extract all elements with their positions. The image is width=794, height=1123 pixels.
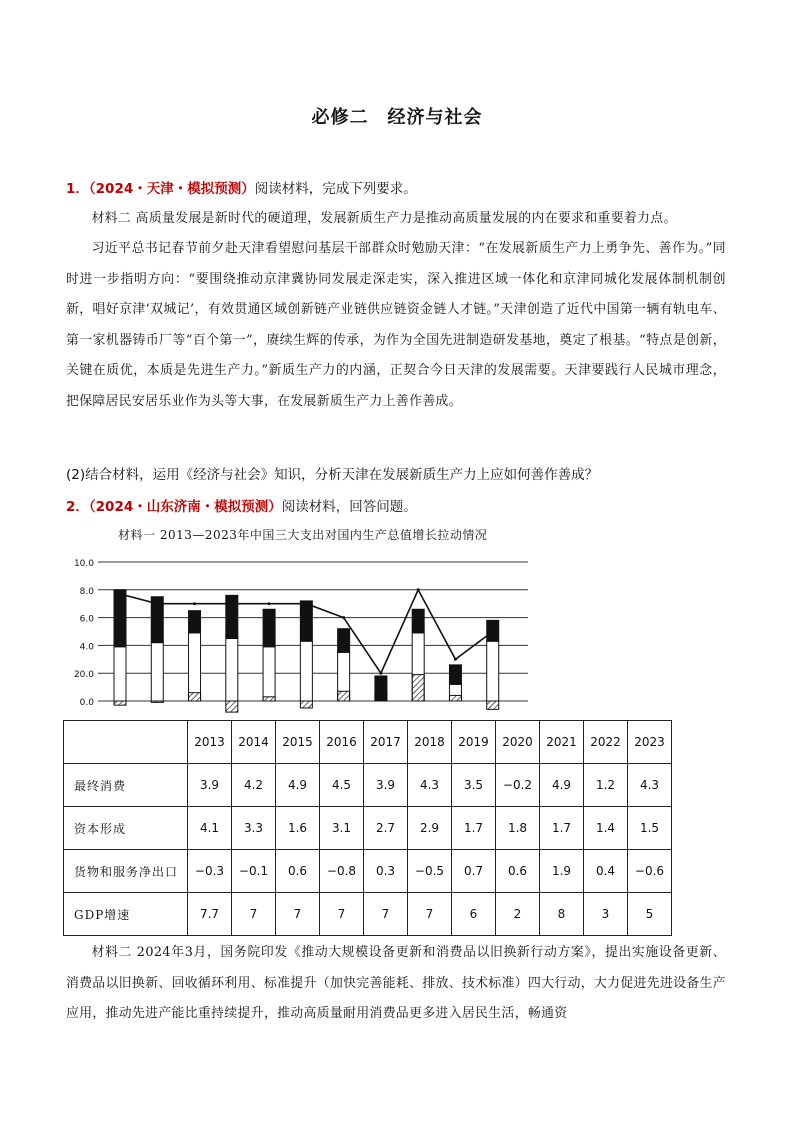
- table-row: [64, 850, 672, 893]
- table-cell: 3.3: [232, 807, 276, 850]
- bar-capital-formation: [114, 590, 126, 647]
- gdp-growth-point: [119, 592, 122, 595]
- year-header: 2014: [232, 721, 276, 764]
- row-label: 货物和服务净出口: [64, 850, 188, 893]
- gdp-growth-point: [342, 616, 345, 619]
- table-cell: 1.9: [540, 850, 584, 893]
- table-cell: −0.6: [628, 850, 672, 893]
- gdp-growth-point: [193, 602, 196, 605]
- year-header: 2019: [452, 721, 496, 764]
- table-cell: 3.9: [188, 764, 232, 807]
- bar-net-export: [487, 701, 499, 709]
- table-cell: 7: [408, 893, 452, 936]
- table-cell: 1.4: [584, 807, 628, 850]
- table-cell: 7.7: [188, 893, 232, 936]
- bar-capital-formation: [338, 629, 350, 653]
- table-cell: −0.8: [320, 850, 364, 893]
- bar-net-export: [375, 693, 387, 701]
- question-instruction: 阅读材料，回答问题。: [281, 499, 417, 515]
- table-cell: 1.7: [452, 807, 496, 850]
- gdp-contribution-chart: [66, 548, 536, 718]
- table-cell: 1.2: [584, 764, 628, 807]
- row-label: 资本形成: [64, 807, 188, 850]
- table-cell: 0.4: [584, 850, 628, 893]
- gdp-growth-point: [230, 602, 233, 605]
- table-cell: 5: [628, 893, 672, 936]
- question-1-header: [66, 177, 417, 197]
- bar-net-export: [300, 701, 312, 708]
- table-cell: 3: [584, 893, 628, 936]
- table-row: [64, 764, 672, 807]
- table-cell: 3.5: [452, 764, 496, 807]
- table-cell: 3.9: [364, 764, 408, 807]
- y-tick-label: 4.0: [79, 642, 94, 653]
- row-label: 最终消费: [64, 764, 188, 807]
- table-cell: 0.6: [276, 850, 320, 893]
- table-cell: 1.5: [628, 807, 672, 850]
- bar-final-consumption: [189, 633, 201, 701]
- table-cell: −0.1: [232, 850, 276, 893]
- gdp-growth-point: [417, 588, 420, 591]
- question-number: 2．: [66, 499, 89, 515]
- gdp-growth-point: [268, 602, 271, 605]
- bar-final-consumption: [114, 647, 126, 701]
- question-source: （2024・山东济南・模拟预测）: [88, 499, 282, 515]
- bar-net-export: [151, 701, 163, 702]
- table-cell: 4.3: [408, 764, 452, 807]
- table-cell: 1.7: [540, 807, 584, 850]
- table-cell: −0.2: [496, 764, 540, 807]
- page-title: 必修二 经济与社会: [311, 107, 483, 128]
- table-cell: 1.8: [496, 807, 540, 850]
- year-header: 2022: [584, 721, 628, 764]
- gdp-growth-point: [305, 602, 308, 605]
- bar-capital-formation: [226, 595, 238, 638]
- bar-final-consumption: [487, 641, 499, 701]
- row-label: GDP增速: [64, 893, 188, 936]
- gdp-growth-point: [454, 658, 457, 661]
- question-instruction: 阅读材料，完成下列要求。: [254, 181, 417, 197]
- year-header: 2013: [188, 721, 232, 764]
- table-cell: −0.3: [188, 850, 232, 893]
- table-row: [64, 893, 672, 936]
- bar-net-export: [226, 701, 238, 712]
- bar-capital-formation: [449, 665, 461, 684]
- bar-net-export: [412, 675, 424, 701]
- table-cell: 6: [452, 893, 496, 936]
- bar-final-consumption: [300, 641, 312, 701]
- y-tick-label: 8.0: [79, 586, 94, 597]
- bar-net-export: [449, 695, 461, 701]
- year-header: 2023: [628, 721, 672, 764]
- bar-capital-formation: [189, 611, 201, 633]
- table-cell: 0.3: [364, 850, 408, 893]
- bar-capital-formation: [300, 601, 312, 641]
- bar-net-export: [263, 697, 275, 701]
- question-2-header: [66, 495, 417, 515]
- bar-final-consumption: [263, 647, 275, 701]
- bar-net-export: [338, 691, 350, 701]
- year-header: 2016: [320, 721, 364, 764]
- material-2-paragraph: 材料二 2024年3月，国务院印发《推动大规模设备更新和消费品以旧换新行动方案》，提出实施设备更新、消费品以旧换新、回收循环利用、标准提升（加快完善能耗、排放、技术标准）四大行动，大力促进先进设备生产应用，推动先进产能比重持续提升，推动高质量耐用消费品更多进入居民生活，畅通资: [66, 945, 726, 1022]
- y-tick-label: 10.0: [73, 559, 94, 569]
- table-cell: 2: [496, 893, 540, 936]
- table-header-row: [64, 721, 672, 764]
- table-cell: 4.2: [232, 764, 276, 807]
- year-header: 2017: [364, 721, 408, 764]
- table-cell: 7: [232, 893, 276, 936]
- table-cell: 4.9: [540, 764, 584, 807]
- sub-question-2: (2)结合材料，运用《经济与社会》知识，分析天津在发展新质生产力上应如何善作善成？: [66, 467, 599, 483]
- bar-capital-formation: [412, 609, 424, 633]
- table-cell: −0.5: [408, 850, 452, 893]
- gdp-growth-point: [379, 672, 382, 675]
- material-paragraph-1: 材料二 高质量发展是新时代的硬道理，发展新质生产力是推动高质量发展的内在要求和重要着力点。: [91, 211, 677, 226]
- y-tick-label: 20.0: [73, 670, 94, 681]
- table-cell: 1.6: [276, 807, 320, 850]
- y-tick-label: 0.0: [79, 698, 94, 708]
- table-cell: 4.9: [276, 764, 320, 807]
- year-header: 2018: [408, 721, 452, 764]
- bar-net-export: [114, 701, 126, 705]
- table-cell: 4.3: [628, 764, 672, 807]
- bar-net-export: [189, 693, 201, 701]
- year-header: 2020: [496, 721, 540, 764]
- data-table: [63, 720, 672, 936]
- year-header: 2015: [276, 721, 320, 764]
- table-cell: 7: [276, 893, 320, 936]
- bar-final-consumption: [151, 643, 163, 701]
- year-header: 2021: [540, 721, 584, 764]
- table-cell: 4.1: [188, 807, 232, 850]
- table-corner-cell: [64, 721, 188, 764]
- table-cell: 2.7: [364, 807, 408, 850]
- bar-final-consumption: [226, 638, 238, 701]
- table-cell: 0.7: [452, 850, 496, 893]
- gdp-growth-point: [491, 630, 494, 633]
- y-tick-label: 6.0: [79, 614, 94, 625]
- question-number: 1．: [66, 181, 89, 197]
- table-cell: 2.9: [408, 807, 452, 850]
- gdp-growth-point: [156, 602, 159, 605]
- table-cell: 3.1: [320, 807, 364, 850]
- question-source: （2024・天津・模拟预测）: [88, 181, 255, 197]
- table-cell: 7: [364, 893, 408, 936]
- chart-title: 材料一 2013—2023年中国三大支出对国内生产总值增长拉动情况: [118, 528, 488, 542]
- table-cell: 4.5: [320, 764, 364, 807]
- material-paragraph-2: 习近平总书记春节前夕赴天津看望慰问基层干部群众时勉励天津：“在发展新质生产力上勇争先、善作为。”同时进一步指明方向：“要围绕推动京津冀协同发展走深走实，深入推进区域一体化和京津同城化发展体制机制创新，唱好京津‘双城记’，有效贯通区域创新链产业链供应链资金链人才链。”天津创造了近代中国第一辆有轨电车、第一家机器铸币厂等“百个第一”，赓续生辉的传承，为作为全国先进制造研发基地，奠定了根基。“特点是创新，关键在质优，本质是先进生产力。”新质生产力的内涵，正契合今日天津的发展需要。天津要践行人民城市理念，把保障居民安居乐业作为头等大事，在发展新质生产力上善作善成。: [66, 241, 726, 409]
- table-row: [64, 807, 672, 850]
- table-cell: 0.6: [496, 850, 540, 893]
- table-cell: 7: [320, 893, 364, 936]
- bar-capital-formation: [263, 609, 275, 647]
- table-cell: 8: [540, 893, 584, 936]
